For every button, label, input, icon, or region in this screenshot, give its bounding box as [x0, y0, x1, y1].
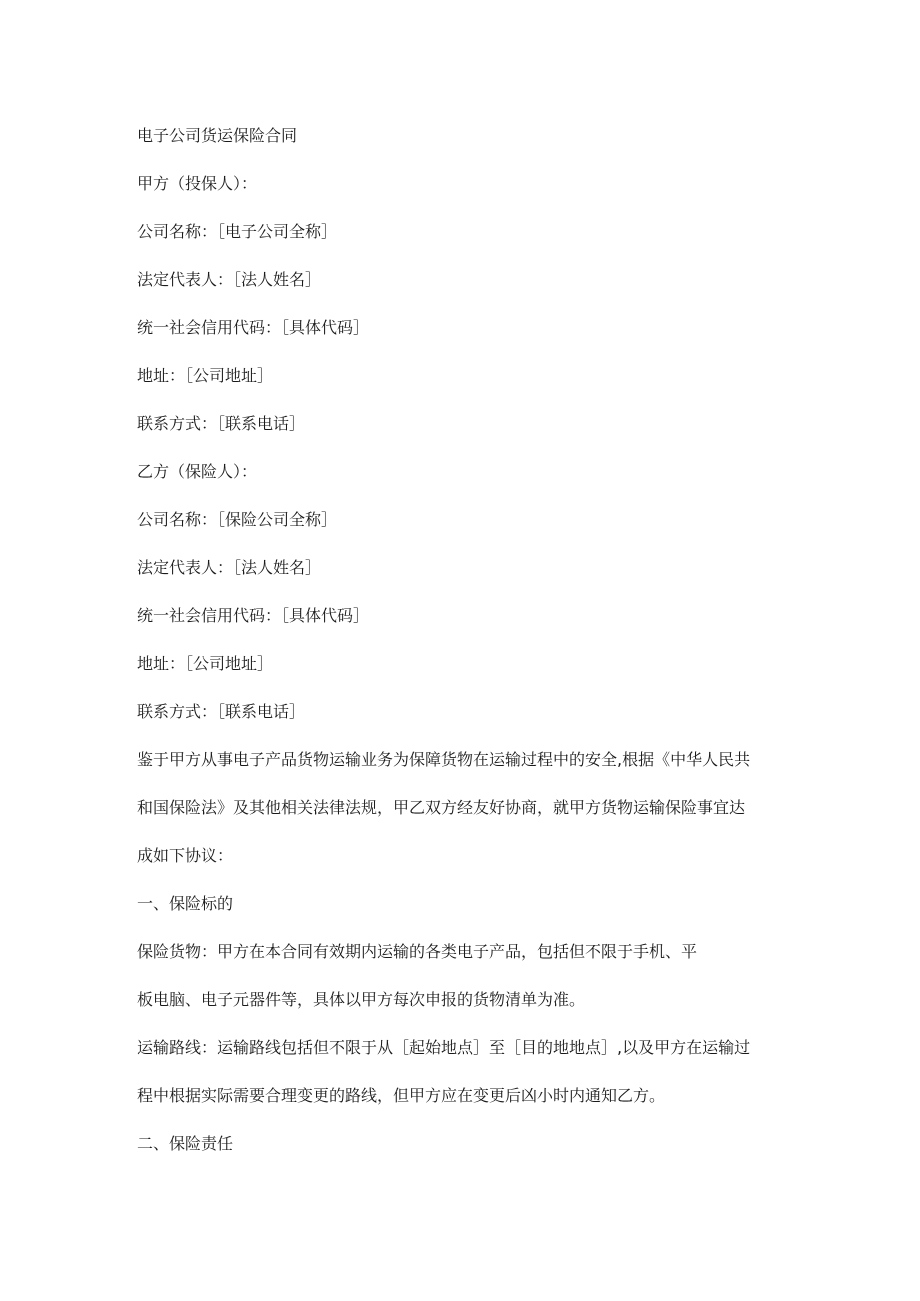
document-title: 电子公司货运保险合同: [137, 126, 298, 145]
party-a-contact: 联系方式：［联系电话］: [137, 414, 306, 433]
party-a-company-name: 公司名称：［电子公司全称］: [137, 222, 338, 241]
party-b-heading: 乙方（保险人）：: [137, 462, 258, 481]
party-b-legal-rep: 法定代表人：［法人姓名］: [137, 558, 322, 577]
party-b-address: 地址：［公司地址］: [137, 654, 274, 673]
section-1-route-line: 运输路线：运输路线包括但不限于从［起始地点］至［目的地地点］,以及甲方在运输过: [137, 1038, 751, 1057]
section-1-heading: 一、保险标的: [137, 894, 234, 913]
party-b-credit-code: 统一社会信用代码：［具体代码］: [137, 606, 370, 625]
party-a-heading: 甲方（投保人）：: [137, 174, 258, 193]
preamble-line: 和国保险法》及其他相关法律法规，甲乙双方经友好协商，就甲方货物运输保险事宜达: [137, 798, 746, 817]
section-1-goods-line: 板电脑、电子元器件等，具体以甲方每次申报的货物清单为准。: [137, 990, 586, 1009]
document-body: [137, 116, 797, 1172]
party-a-credit-code: 统一社会信用代码：［具体代码］: [137, 318, 370, 337]
preamble-line: 成如下协议：: [137, 846, 234, 865]
party-a-legal-rep: 法定代表人：［法人姓名］: [137, 270, 322, 289]
section-1-goods-line: 保险货物：甲方在本合同有效期内运输的各类电子产品，包括但不限于手机、平: [137, 942, 698, 961]
party-a-address: 地址：［公司地址］: [137, 366, 274, 385]
section-1-route-line: 程中根据实际需要合理变更的路线，但甲方应在变更后凶小时内通知乙方。: [137, 1086, 666, 1105]
party-b-contact: 联系方式：［联系电话］: [137, 702, 306, 721]
section-2-heading: 二、保险责任: [137, 1134, 234, 1153]
party-b-company-name: 公司名称：［保险公司全称］: [137, 510, 338, 529]
preamble-line: 鉴于甲方从事电子产品货物运输业务为保障货物在运输过程中的安全,根据《中华人民共: [137, 750, 751, 769]
